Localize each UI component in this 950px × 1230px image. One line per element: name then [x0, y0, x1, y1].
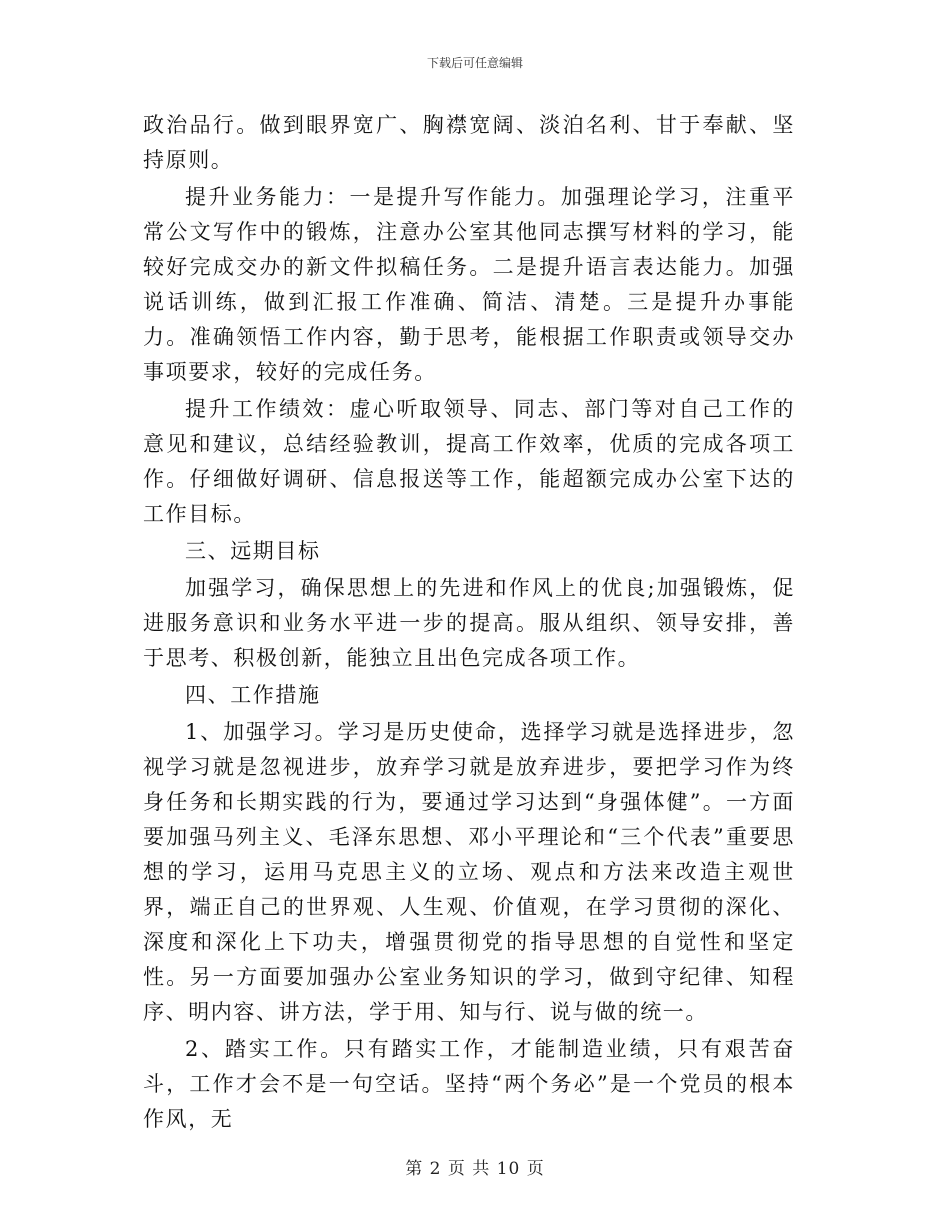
paragraph: 1、加强学习。学习是历史使命，选择学习就是选择进步，忽视学习就是忽视进步，放弃学习就是放弃进步，要把学习作为终身任务和长期实践的行为，要通过学习达到“身强体健”。一方面要加强马列主义、毛泽东思想、邓小平理论和“三个代表”重要思想的学习，运用马克思主义的立场、观点和方法来改造主观世界，端正自己的世界观、人生观、价值观，在学习贯彻的深化、深度和深化上下功夫，增强贯彻党的指导思想的自觉性和坚定性。另一方面要加强办公室业务知识的学习，做到守纪律、知程序、明内容、讲方法，学于用、知与行、说与做的统一。: [143, 720, 795, 1024]
paragraph: 提升业务能力：一是提升写作能力。加强理论学习，注重平常公文写作中的锻炼，注意办公室其他同志撰写材料的学习，能较好完成交办的新文件拟稿任务。二是提升语言表达能力。加强说话训练，做到汇报工作准确、简洁、清楚。三是提升办事能力。准确领悟工作内容，勤于思考，能根据工作职责或领导交办事项要求，较好的完成任务。: [143, 185, 795, 384]
paragraph: 提升工作绩效：虚心听取领导、同志、部门等对自己工作的意见和建议，总结经验教训，提高工作效率，优质的完成各项工作。仔细做好调研、信息报送等工作，能超额完成办公室下达的工作目标。: [143, 397, 795, 526]
section-heading: 三、远期目标: [185, 539, 321, 563]
section-heading: 四、工作措施: [185, 683, 321, 707]
header-note: 下载后可任意编辑: [426, 56, 523, 70]
paragraph: 加强学习，确保思想上的先进和作风上的优良;加强锻炼，促进服务意识和业务水平进一步的提高。服从组织、领导安排，善于思考、积极创新，能独立且出色完成各项工作。: [143, 576, 795, 670]
page-number: 第 2 页 共 10 页: [405, 1159, 545, 1179]
document-body: [143, 108, 795, 1139]
paragraph: 政治品行。做到眼界宽广、胸襟宽阔、淡泊名利、甘于奉献、坚持原则。: [143, 113, 795, 172]
paragraph: 2、踏实工作。只有踏实工作，才能制造业绩，只有艰苦奋斗，工作才会不是一句空话。坚持“两个务必”是一个党员的根本作风，无: [143, 1037, 795, 1131]
